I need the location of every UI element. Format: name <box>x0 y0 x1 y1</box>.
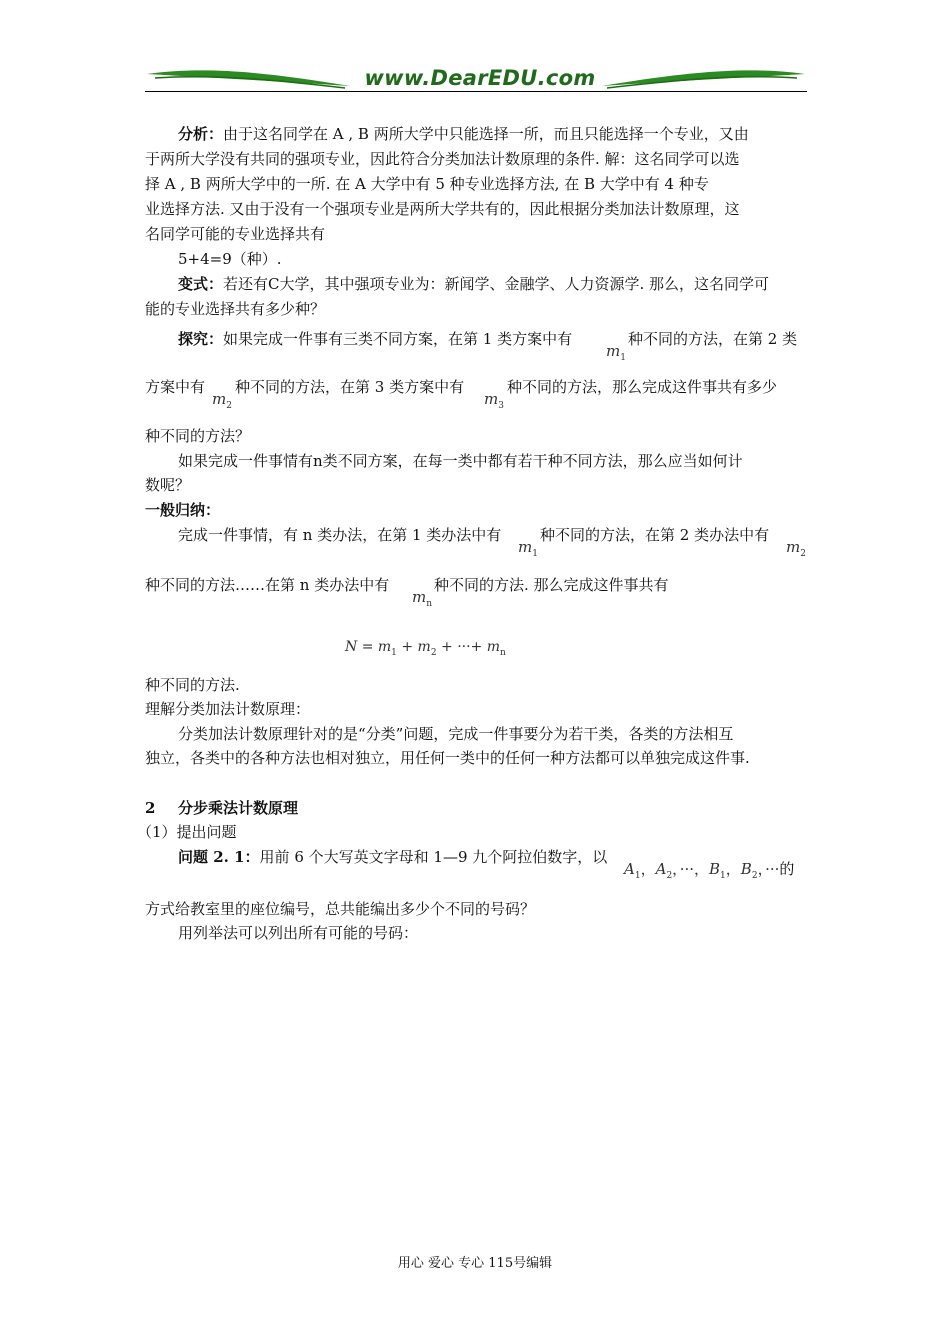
equation-sum: 5+4=9（种）. <box>178 250 282 268</box>
variant-label: 变式： <box>178 275 224 293</box>
general-m1: $m_1$ <box>518 538 538 559</box>
explore2-line-1: 如果完成一件事情有n类不同方案，在每一类中都有若干种不同方法，那么应当如何计 <box>178 452 743 470</box>
explore-line-2a: 方案中有 <box>145 378 206 396</box>
section-2-sub: （1）提出问题 <box>137 823 237 841</box>
analysis-label: 分析： <box>178 125 224 143</box>
analysis-line-4: 业选择方法. 又由于没有一个强项专业是两所大学共有的，因此根据分类加法计数原理，这 <box>145 200 740 218</box>
enumeration-line: 用列举法可以列出所有可能的号码： <box>178 924 419 942</box>
sum-formula: $N = m_1 + m_2$ + ···+ $m_n$ <box>345 639 506 658</box>
general-line-1b: 种不同的方法，在第 2 类办法中有 <box>540 526 770 544</box>
general-line-1a: 完成一件事情，有 n 类办法，在第 1 类办法中有 <box>178 526 502 544</box>
header-swoosh-right-icon <box>597 64 807 94</box>
seat-code-sequence: $A_1$，$A_2$，···，$B_1$，$B_2$，···的 <box>624 860 795 881</box>
variant-line-1: 变式：若还有C大学，其中强项专业为：新闻学、金融学、人力资源学. 那么，这名同学可 <box>178 275 770 293</box>
question-line-1: 问题 2. 1：用前 6 个大写英文字母和 1—9 九个阿拉伯数字，以 <box>178 848 608 866</box>
general-line-2b: 种不同的方法. 那么完成这件事共有 <box>434 576 669 594</box>
header-swoosh-left-icon <box>145 64 355 94</box>
explore-label: 探究： <box>178 330 224 348</box>
explore-line-3: 种不同的方法？ <box>145 427 251 445</box>
understand-line-1: 分类加法计数原理针对的是“分类”问题，完成一件事要分为若干类，各类的方法相互 <box>178 725 734 743</box>
explore-line-1-end: 种不同的方法，在第 2 类 <box>628 330 798 348</box>
understand-line-2: 独立，各类中的各种方法也相对独立，用任何一类中的任何一种方法都可以单独完成这件事. <box>145 749 750 767</box>
variant-line-2: 能的专业选择共有多少种？ <box>145 300 326 318</box>
question-label: 问题 2. 1： <box>178 848 260 866</box>
section-2-number: 2 <box>145 799 156 817</box>
explore-line-1: 探究：如果完成一件事有三类不同方案，在第 1 类方案中有 <box>178 330 573 348</box>
general-heading: 一般归纳： <box>145 501 221 519</box>
document-body <box>145 122 810 322</box>
explore-m1: $m_1$ <box>606 342 626 363</box>
explore-m3: $m_3$ <box>484 390 504 411</box>
explore-line-2c: 种不同的方法，那么完成这件事共有多少 <box>507 378 778 396</box>
question-line-2: 方式给教室里的座位编号，总共能编出多少个不同的号码？ <box>145 900 536 918</box>
site-logo-text: www.DearEDU.com <box>364 66 596 90</box>
analysis-line-1: 分析：由于这名同学在 A , B 两所大学中只能选择一所，而且只能选择一个专业，又由 <box>178 125 749 143</box>
page-header <box>145 60 807 94</box>
general-after: 种不同的方法. <box>145 676 240 694</box>
header-rule <box>145 91 807 92</box>
explore2-line-2: 数呢？ <box>145 476 191 494</box>
analysis-line-5: 名同学可能的专业选择共有 <box>145 225 326 243</box>
general-m2: $m_2$ <box>786 538 806 559</box>
section-2-title: 分步乘法计数原理 <box>178 799 299 817</box>
explore-line-2b: 种不同的方法，在第 3 类方案中有 <box>235 378 465 396</box>
general-line-2a: 种不同的方法……在第 n 类办法中有 <box>145 576 390 594</box>
explore-m2: $m_2$ <box>212 390 232 411</box>
page-footer: 用心 爱心 专心 115号编辑 <box>397 1256 553 1271</box>
analysis-line-2: 于两所大学没有共同的强项专业，因此符合分类加法计数原理的条件. 解：这名同学可以选 <box>145 150 740 168</box>
general-mn: $m_n$ <box>412 588 433 609</box>
analysis-line-3: 择 A , B 两所大学中的一所. 在 A 大学中有 5 种专业选择方法, 在 B 大学中有 4 种专 <box>145 175 709 193</box>
understand-heading: 理解分类加法计数原理： <box>145 700 311 718</box>
